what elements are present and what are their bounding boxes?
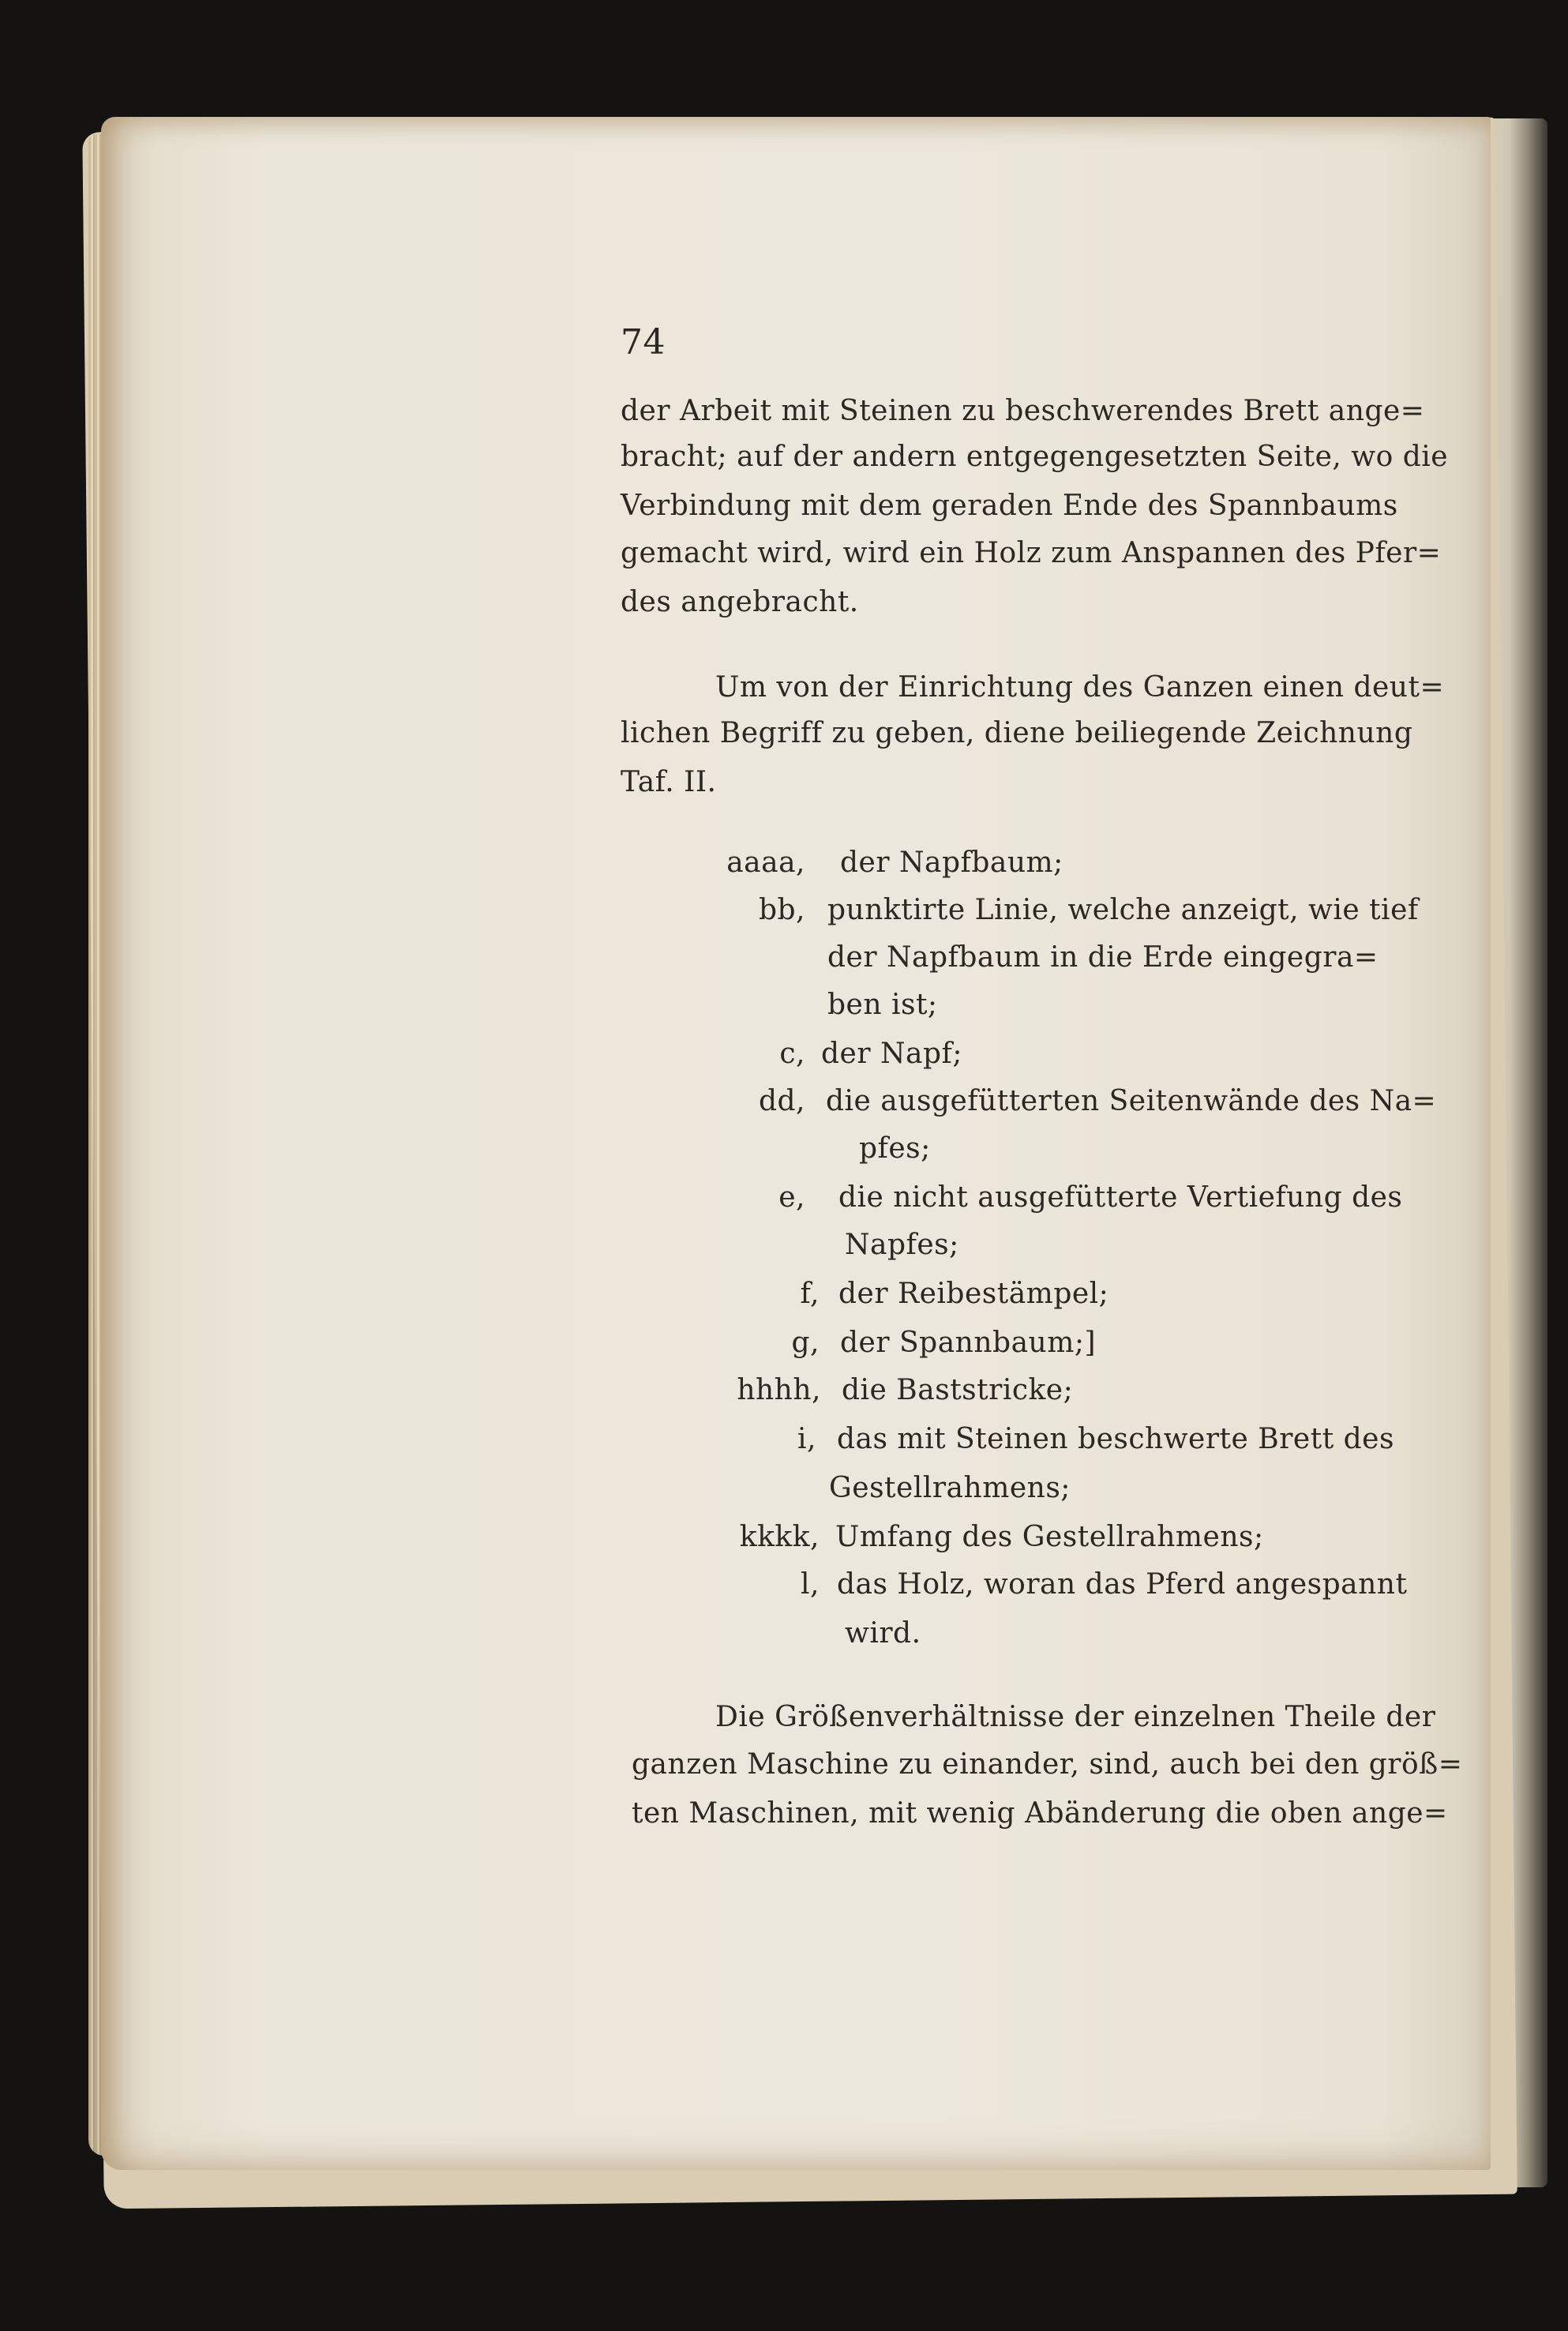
legend-text: die ausgefütterten Seitenwände des Na= — [826, 1085, 1437, 1117]
legend-label: kkkk, — [739, 1521, 820, 1553]
legend-text: das Holz, woran das Pferd angespannt — [837, 1568, 1408, 1601]
legend-text: der Napf; — [821, 1038, 962, 1070]
paragraph1-line: Verbindung mit dem geraden Ende des Spannbaums — [621, 490, 1398, 522]
legend-text: der Reibestämpel; — [838, 1278, 1109, 1310]
paragraph1-line: gemacht wird, wird ein Holz zum Anspannen des Pfer= — [621, 537, 1442, 569]
legend-text: der Napfbaum; — [840, 846, 1063, 879]
legend-text: der Spannbaum;] — [840, 1327, 1097, 1359]
paragraph2-line: lichen Begriff zu geben, diene beiliegende Zeichnung — [621, 717, 1413, 749]
legend-text: punktirte Linie, welche anzeigt, wie tief — [827, 894, 1419, 926]
legend-text: der Napfbaum in die Erde eingegra= — [827, 941, 1379, 974]
paragraph1-line: der Arbeit mit Steinen zu beschwerendes Brett ange= — [621, 395, 1425, 427]
paragraph3-line: Die Größenverhältnisse der einzelnen Theile der — [715, 1701, 1436, 1733]
legend-label: f, — [800, 1278, 820, 1310]
legend-text: Gestellrahmens; — [829, 1472, 1071, 1504]
legend-text: wird. — [845, 1617, 921, 1650]
paragraph1-line: bracht; auf der andern entgegengesetzten Seite, wo die — [621, 441, 1449, 473]
legend-text: die Baststricke; — [842, 1374, 1074, 1406]
legend-text: Umfang des Gestellrahmens; — [835, 1521, 1264, 1553]
legend-label: aaaa, — [726, 846, 805, 879]
legend-label: dd, — [758, 1085, 805, 1117]
paragraph1-line: des angebracht. — [621, 586, 859, 618]
legend-text: die nicht ausgefütterte Vertiefung des — [838, 1181, 1403, 1214]
page-number: 74 — [621, 322, 666, 362]
legend-label: hhhh, — [737, 1374, 821, 1406]
paragraph2-line: Taf. II. — [621, 766, 717, 798]
legend-label: e, — [778, 1181, 805, 1214]
paragraph3-line: ten Maschinen, mit wenig Abänderung die oben ange= — [632, 1797, 1448, 1830]
legend-label: bb, — [758, 894, 805, 926]
paragraph2-line: Um von der Einrichtung des Ganzen einen deut= — [715, 671, 1445, 704]
legend-label: g, — [791, 1327, 820, 1359]
legend-label: l, — [801, 1568, 820, 1601]
paragraph3-line: ganzen Maschine zu einander, sind, auch bei den größ= — [632, 1748, 1463, 1781]
legend-label: c, — [779, 1038, 805, 1070]
legend-text: das mit Steinen beschwerte Brett des — [837, 1423, 1394, 1455]
legend-label: i, — [797, 1423, 816, 1455]
legend-text: Napfes; — [845, 1229, 959, 1261]
legend-text: pfes; — [859, 1132, 931, 1165]
legend-text: ben ist; — [827, 989, 938, 1021]
